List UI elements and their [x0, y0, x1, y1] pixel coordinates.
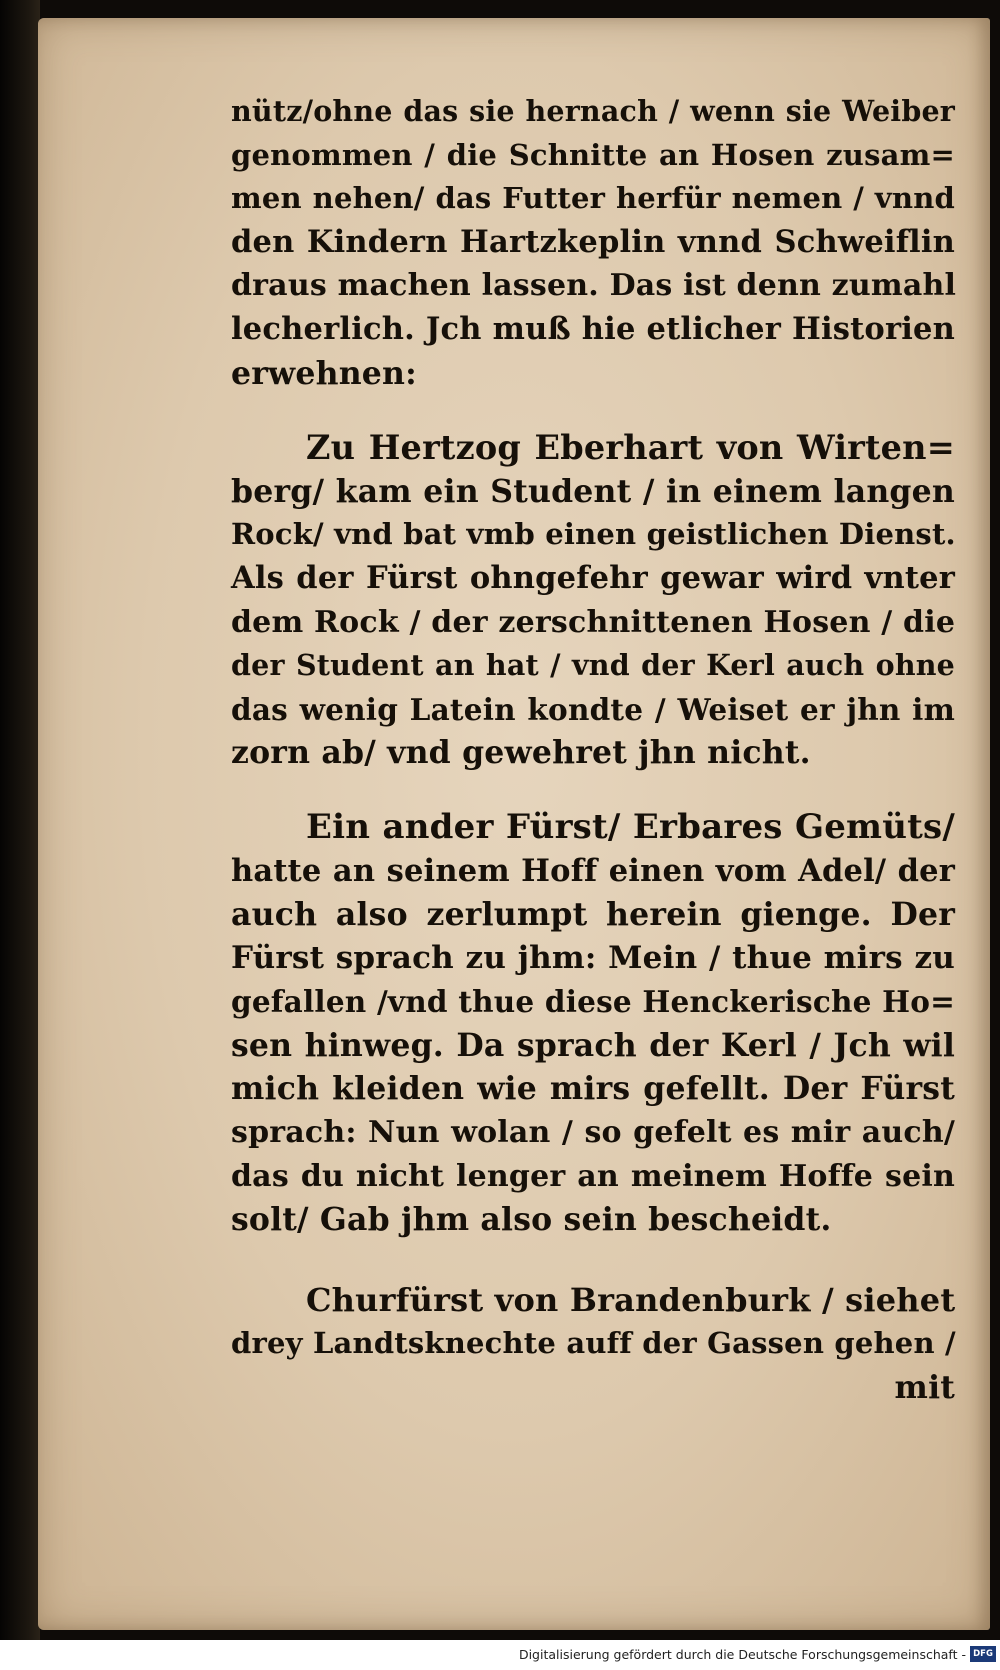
text-line: das wenig Latein kondte / Weiset er jhn im	[231, 691, 955, 727]
text-line: zorn ab/ vnd gewehret jhn nicht.	[231, 734, 811, 772]
text-line: genommen / die Schnitte an Hosen zusam=	[231, 137, 955, 172]
text-line: Churfürst von Brandenburk / siehet	[306, 1280, 956, 1319]
text-line: Als der Fürst ohngefehr gewar wird vnter	[231, 559, 955, 596]
text-line: berg/ kam ein Student / in einem langen	[231, 472, 955, 510]
text-line: Rock/ vnd bat vmb einen geistlichen Dienst.	[231, 517, 956, 552]
text-line: sprach: Nun wolan / so gefelt es mir auch/	[231, 1115, 955, 1151]
page-text	[231, 90, 955, 1410]
text-line: mich kleiden wie mirs gefellt. Der Fürst	[231, 1070, 955, 1108]
paragraph-2	[231, 426, 955, 775]
text-line: nütz/ohne das sie hernach / wenn sie Weiber	[231, 94, 955, 128]
text-line: den Kindern Hartzkeplin vnnd Schweiflin	[231, 223, 955, 260]
text-line: erwehnen:	[231, 354, 417, 392]
funding-notice: Digitalisierung gefördert durch die Deutsche Forschungsgemeinschaft -	[518, 1647, 966, 1662]
catchword: mit	[894, 1369, 955, 1407]
text-line: draus machen lassen. Das ist denn zumahl	[231, 268, 957, 304]
text-line: auch also zerlumpt herein gienge. Der	[231, 896, 955, 934]
text-line: sen hinweg. Da sprach der Kerl / Jch wil	[231, 1026, 955, 1064]
text-line: das du nicht lenger an meinem Hoffe sein	[231, 1158, 955, 1194]
paragraph-1	[231, 90, 955, 395]
text-line: lecherlich. Jch muß hie etlicher Historien	[231, 310, 955, 347]
dfg-logo-icon: DFG	[970, 1646, 996, 1662]
paragraph-4	[231, 1279, 955, 1410]
text-line: dem Rock / der zerschnittenen Hosen / die	[231, 604, 956, 640]
text-line: der Student an hat / vnd der Kerl auch ohne	[231, 648, 955, 683]
text-line: men nehen/ das Futter herfür nemen / vnnd	[231, 181, 955, 216]
text-line: Fürst sprach zu jhm: Mein / thue mirs zu	[231, 939, 955, 976]
text-line: solt/ Gab jhm also sein bescheidt.	[231, 1201, 832, 1239]
text-line: Zu Hertzog Eberhart von Wirten=	[306, 428, 955, 468]
footer-bar	[0, 1640, 1000, 1670]
text-line: Ein ander Fürst/ Erbares Gemüts/	[306, 806, 955, 847]
book-spine-shadow	[0, 0, 40, 1640]
text-line: hatte an seinem Hoff einen vom Adel/ der	[231, 852, 955, 889]
text-line: drey Landtsknechte auff der Gassen gehen /	[231, 1326, 956, 1361]
paragraph-3	[231, 806, 955, 1242]
text-line: gefallen /vnd thue diese Henckerische Ho=	[231, 984, 955, 1020]
